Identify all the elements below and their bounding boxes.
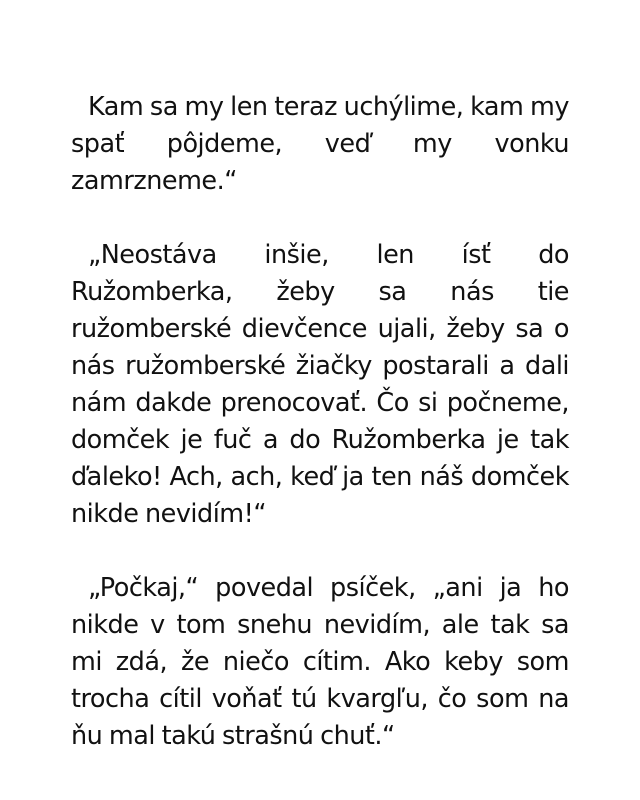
paragraph-2: „Neostáva inšie, len ísť do Ružomberka, žeby sa nás tie ružomberské dievčence ujali, žeby sa o nás ružomberské žiačky postarali a dali nám dakde prenocovať. Čo si počneme, domček je fuč a do Ružomberka je tak ďaleko! Ach, ach, keď ja ten náš domček nikde nevidím!“ (71, 240, 569, 529)
paragraph-3: „Počkaj,“ povedal psíček, „ani ja ho nikde v tom snehu nevidím, ale tak sa mi zdá, že niečo cítim. Ako keby som trocha cítil voňať tú kvargľu, čo som na ňu mal takú strašnú chuť.“ (71, 573, 569, 751)
paragraph-gap (71, 200, 569, 237)
paragraph-gap (71, 533, 569, 570)
paragraph-1: Kam sa my len teraz uchýlime, kam my spať pôjdeme, veď my vonku zamrzneme.“ (71, 92, 569, 196)
